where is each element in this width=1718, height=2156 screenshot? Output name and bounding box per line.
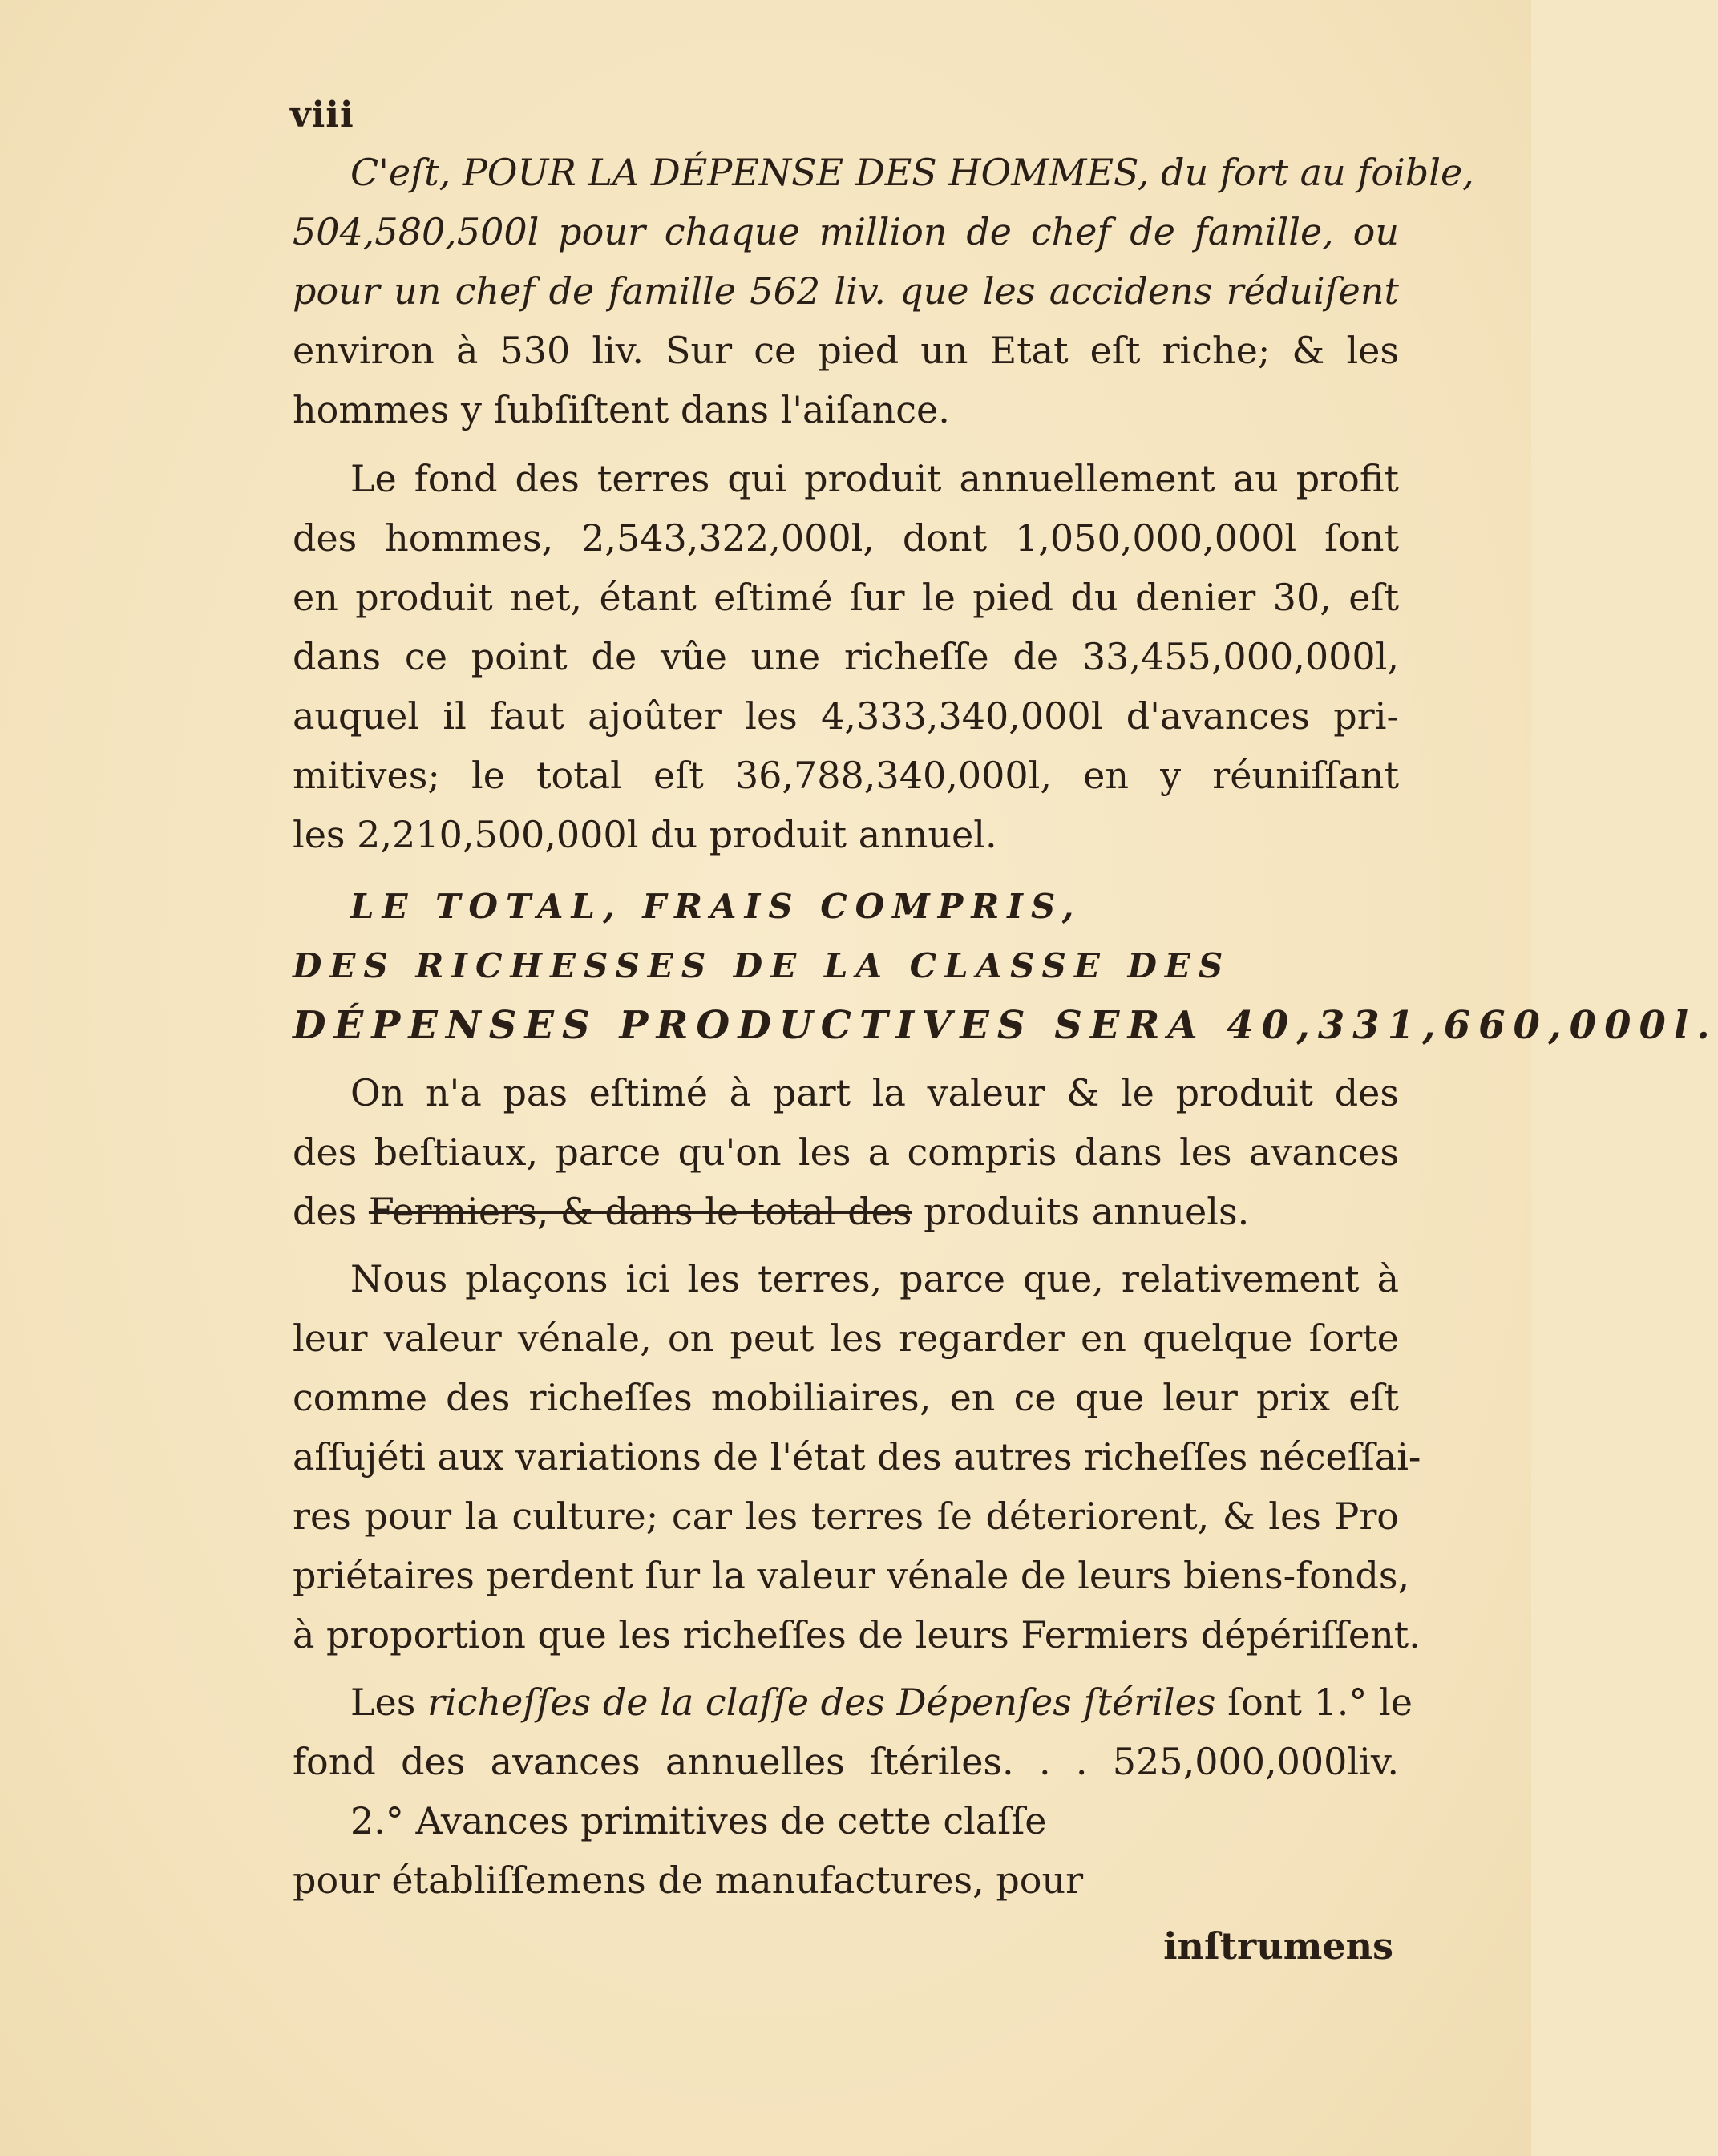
text-line — [293, 1182, 1399, 1241]
paragraph-1 — [293, 143, 1474, 439]
struck-text: Fermiers, & dans le total des — [368, 1190, 912, 1233]
paragraph-4 — [293, 1249, 1421, 1665]
text-line: les 2,210,500,000l du produit annuel. — [293, 813, 997, 856]
text-line: à proportion que les richeſſes de leurs Fermiers dépériſſent. — [293, 1613, 1421, 1656]
text-line: des beſtiaux, parce qu'on les a compris dans les avances — [293, 1131, 1399, 1174]
text-line: Le fond des terres qui produit annuellement au profit — [350, 457, 1399, 500]
text-line: On n'a pas eſtimé à part la valeur & le produit des — [350, 1071, 1399, 1114]
text-line: res pour la culture; car les terres ſe déteriorent, & les Pro — [293, 1495, 1399, 1538]
text-line: pour un chef de famille 562 liv. que les accidens réduiſent — [293, 269, 1399, 313]
page-number: viii — [290, 95, 354, 136]
text-line: aſſujéti aux variations de l'état des autres richeſſes néceſſai- — [293, 1435, 1421, 1478]
text-line: mitives; le total eſt 36,788,340,000l, en y réuniſſant — [293, 754, 1399, 797]
paragraph-2 — [293, 449, 1399, 864]
text-line: fond des avances annuelles ſtériles. . . 525,000,000liv. — [293, 1740, 1399, 1783]
heading-line: LE TOTAL, FRAIS COMPRIS, — [350, 887, 1082, 926]
text-line — [293, 1673, 1413, 1732]
text-line: en produit net, étant eſtimé ſur le pied du denier 30, eſt — [293, 576, 1399, 619]
heading-line: DES RICHESSES DE LA CLASSE DES — [293, 946, 1231, 985]
paragraph-3 — [293, 1063, 1399, 1241]
text-line: priétaires perdent ſur la valeur vénale de leurs biens-fonds, — [293, 1554, 1410, 1597]
text-fragment: ſont 1.° le — [1227, 1681, 1413, 1724]
text-line: 504,580,500l pour chaque million de chef de famille, ou — [293, 210, 1399, 253]
text-fragment: richeſſes de la claſſe des Dépenſes ſtériles — [427, 1681, 1216, 1724]
text-fragment: des — [293, 1190, 358, 1233]
catchword: inſtrumens — [1163, 1924, 1393, 1968]
text-line: dans ce point de vûe une richeſſe de 33,455,000,000l, — [293, 635, 1399, 678]
text-line: hommes y ſubſiſtent dans l'aiſance. — [293, 388, 950, 431]
text-line: auquel il faut ajoûter les 4,333,340,000l d'avances pri- — [293, 694, 1399, 738]
heading-line: DÉPENSES PRODUCTIVES SERA 40,331,660,000l. — [293, 1003, 1718, 1048]
text-line: pour établiſſemens de manufactures, pour — [293, 1859, 1084, 1902]
text-line: des hommes, 2,543,322,000l, dont 1,050,000,000l ſont — [293, 516, 1399, 560]
paragraph-5 — [293, 1673, 1413, 1910]
text-fragment: Les — [350, 1681, 416, 1724]
total-heading — [293, 877, 1718, 1055]
text-line: comme des richeſſes mobiliaires, en ce que leur prix eſt — [293, 1376, 1399, 1419]
text-line: Nous plaçons ici les terres, parce que, relativement à — [350, 1257, 1399, 1300]
text-line: 2.° Avances primitives de cette claſſe — [350, 1799, 1047, 1843]
text-fragment: produits annuels. — [924, 1190, 1250, 1233]
text-line: leur valeur vénale, on peut les regarder en quelque ſorte — [293, 1317, 1399, 1360]
text-line: environ à 530 liv. Sur ce pied un Etat eſt riche; & les — [293, 329, 1399, 372]
text-line: C'eſt, POUR LA DÉPENSE DES HOMMES, du fort au foible, — [350, 151, 1474, 194]
